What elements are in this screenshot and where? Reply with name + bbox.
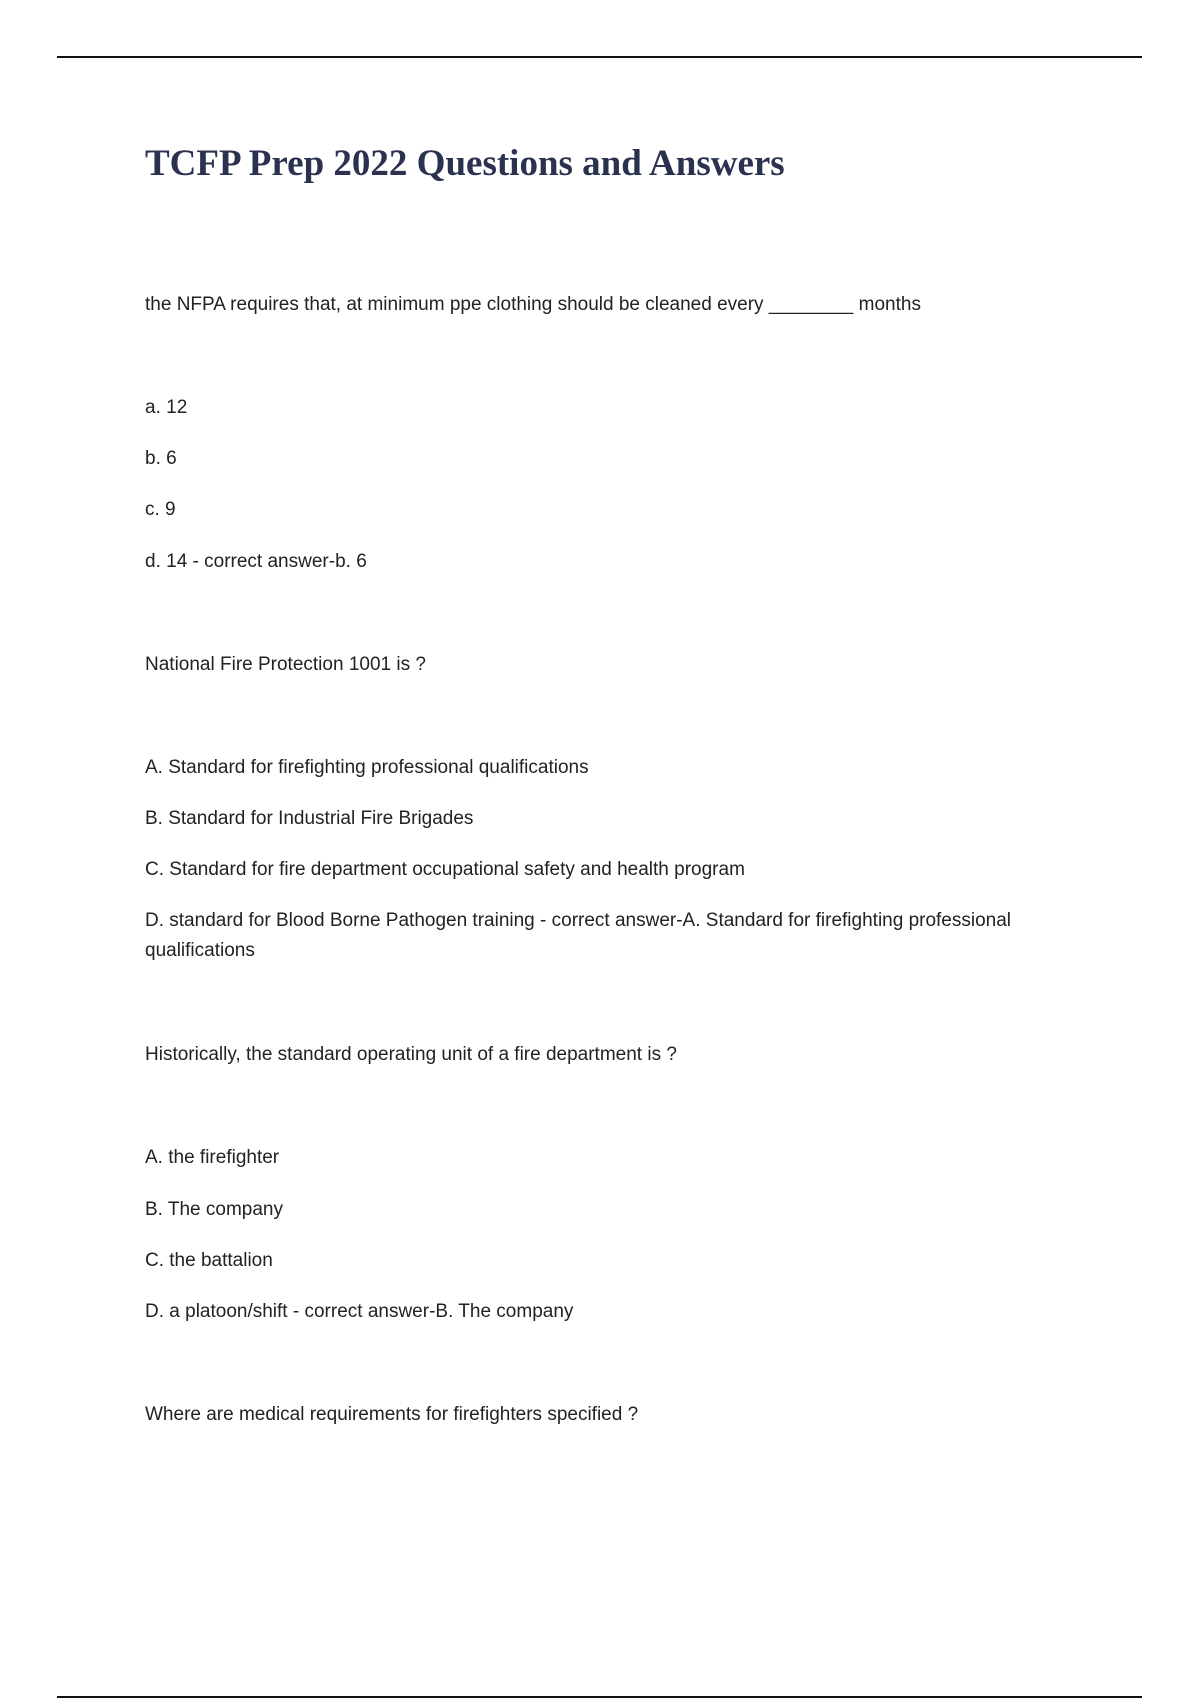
question-3-prompt: Historically, the standard operating unit of a fire department is ? [145,1044,677,1065]
question-2-option-b: B. Standard for Industrial Fire Brigades [145,808,474,829]
question-1-option-a: a. 12 [145,397,188,418]
question-1-prompt: the NFPA requires that, at minimum ppe clothing should be cleaned every ________ months [145,294,921,315]
question-2-option-c: C. Standard for fire department occupational safety and health program [145,859,745,880]
question-1-option-d: d. 14 - correct answer-b. 6 [145,551,367,572]
question-3-option-d: D. a platoon/shift - correct answer-B. The company [145,1301,574,1322]
bottom-rule [57,1696,1142,1698]
question-2-option-a: A. Standard for firefighting professional qualifications [145,757,589,778]
question-3-option-b: B. The company [145,1199,284,1220]
question-3-option-a: A. the firefighter [145,1147,280,1168]
question-3-option-c: C. the battalion [145,1250,273,1271]
question-1-option-b: b. 6 [145,448,177,469]
top-rule [57,56,1142,58]
question-1-option-c: c. 9 [145,499,176,520]
question-4-prompt: Where are medical requirements for firefighters specified ? [145,1404,639,1425]
document-title: TCFP Prep 2022 Questions and Answers [145,143,785,184]
question-2-prompt: National Fire Protection 1001 is ? [145,654,426,675]
question-2-option-d: D. standard for Blood Borne Pathogen training - correct answer-A. Standard for firefighting professional qualifications [145,910,1012,961]
